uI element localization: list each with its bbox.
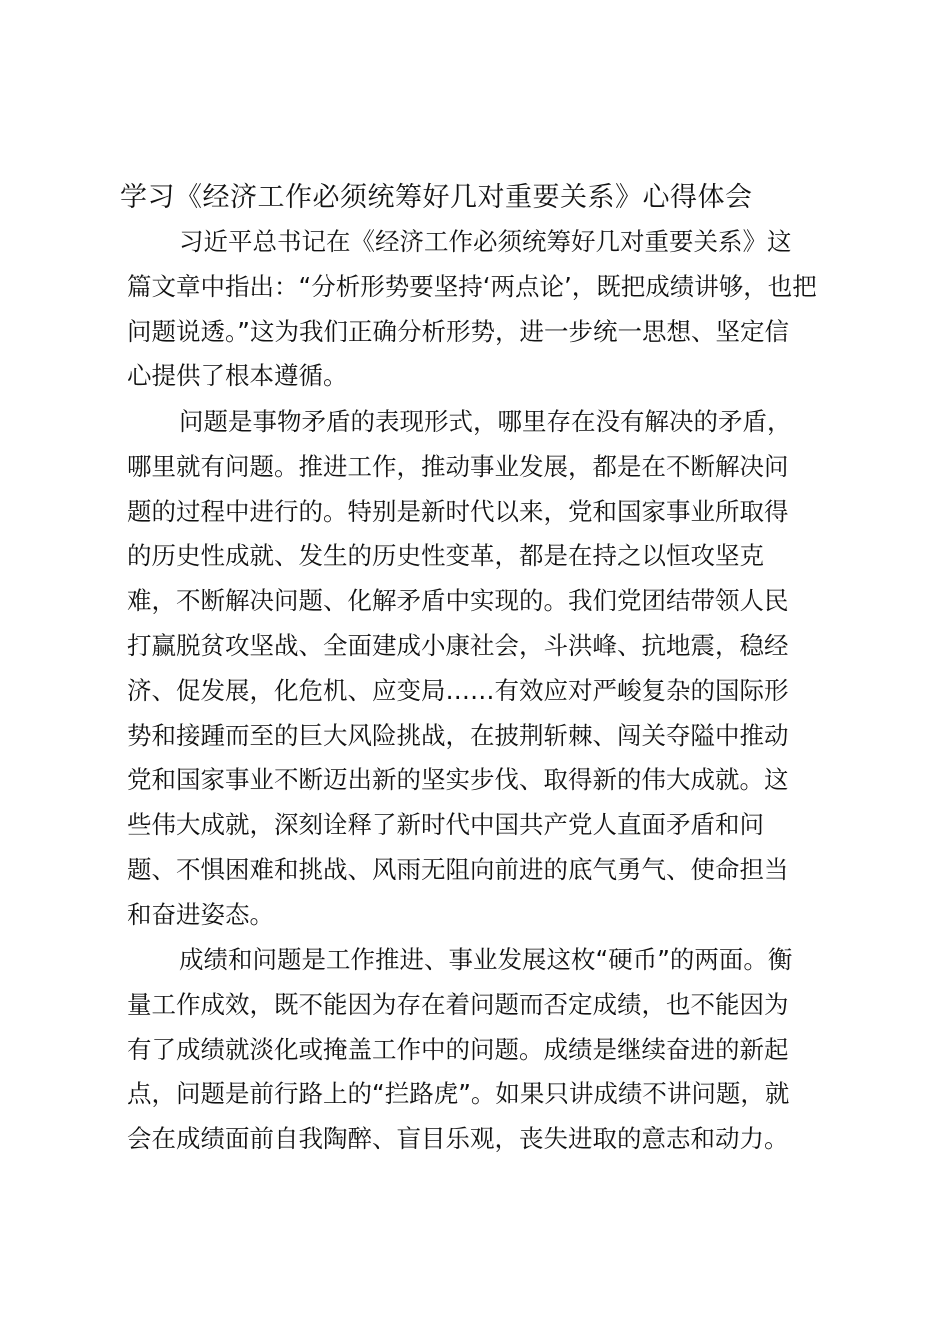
paragraph-line: 问题是事物矛盾的表现形式，哪里存在没有解决的矛盾， <box>179 407 792 436</box>
paragraph-line: 量工作成效，既不能因为存在着问题而否定成绩，也不能因为 <box>127 989 789 1019</box>
paragraph-line: 问题说透。”这为我们正确分析形势，进一步统一思想、坚定信 <box>127 316 789 346</box>
paragraph-line: 打赢脱贫攻坚战、全面建成小康社会，斗洪峰、抗地震，稳经 <box>127 630 789 660</box>
paragraph-line: 成绩和问题是工作推进、事业发展这枚“硬币”的两面。衡 <box>179 945 793 974</box>
paragraph-line: 心提供了根本遵循。 <box>127 361 348 391</box>
paragraph-line: 难，不断解决问题、化解矛盾中实现的。我们党团结带领人民 <box>127 586 789 616</box>
paragraph-line: 篇文章中指出：“分析形势要坚持‘两点论’，既把成绩讲够，也把 <box>127 271 817 301</box>
paragraph-1 <box>127 220 827 399</box>
paragraph-line: 党和国家事业不断迈出新的坚实步伐、取得新的伟大成就。这 <box>127 765 789 795</box>
paragraph-line: 济、促发展，化危机、应变局……有效应对严峻复杂的国际形 <box>127 675 789 705</box>
paragraph-line: 势和接踵而至的巨大风险挑战，在披荆斩棘、闯关夺隘中推动 <box>127 720 789 750</box>
paragraph-line: 题的过程中进行的。特别是新时代以来，党和国家事业所取得 <box>127 496 789 526</box>
paragraph-line: 些伟大成就，深刻诠释了新时代中国共产党人直面矛盾和问 <box>127 810 764 840</box>
paragraph-line: 习近平总书记在《经济工作必须统筹好几对重要关系》这 <box>179 227 792 256</box>
paragraph-3 <box>127 938 827 1162</box>
paragraph-line: 点，问题是前行路上的“拦路虎”。如果只讲成绩不讲问题，就 <box>127 1079 790 1109</box>
paragraph-line: 哪里就有问题。推进工作，推动事业发展，都是在不断解决问 <box>127 451 789 481</box>
paragraph-line: 有了成绩就淡化或掩盖工作中的问题。成绩是继续奋进的新起 <box>127 1034 789 1064</box>
paragraph-line: 和奋进姿态。 <box>127 899 274 929</box>
paragraph-2 <box>127 400 827 938</box>
paragraph-line: 题、不惧困难和挑战、风雨无阻向前进的底气勇气、使命担当 <box>127 854 789 884</box>
paragraph-line: 的历史性成就、发生的历史性变革，都是在持之以恒攻坚克 <box>127 541 764 571</box>
paragraph-line: 会在成绩面前自我陶醉、盲目乐观，丧失进取的意志和动力。 <box>127 1124 789 1154</box>
document-title: 学习《经济工作必须统筹好几对重要关系》心得体会 <box>120 182 753 213</box>
